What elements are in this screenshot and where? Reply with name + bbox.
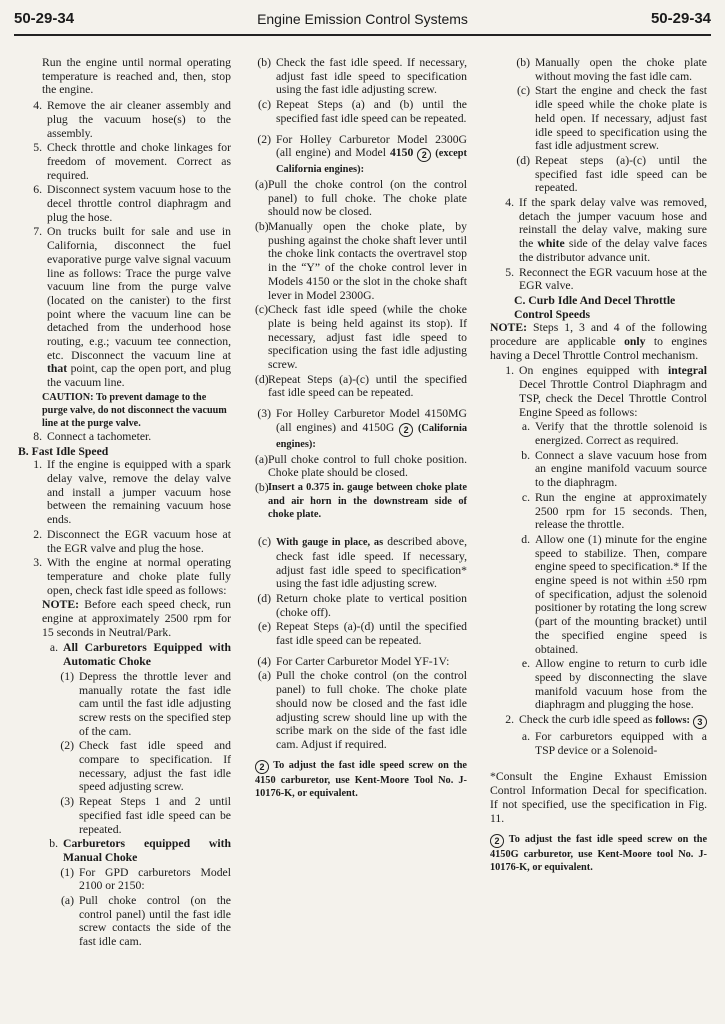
step-2b: (b) Check the fast idle speed. If necessary, adjust fast idle speed to specification using the fast idle adjusting screw. <box>257 56 467 97</box>
circled-number-icon: 3 <box>693 715 707 729</box>
step-cd: d. Allow one (1) minute for the engine speed to stabilize. Then, compare engine speed to specification.* If the engine speed is not within ±50 rpm of specification, adjust the solenoid positioner by rotating the long screw (part of the mounting bracket) until the specified engine speed is obtained. <box>521 532 708 656</box>
substep-b1: (1) For GPD carburetors Model 2100 or 2150: <box>60 865 231 893</box>
step-2c: (c) Repeat Steps (a) and (b) until the specified fast idle speed can be repeated. <box>258 98 467 125</box>
step-2c2: (c) Check fast idle speed (while the choke plate is being held against its stop). If necessary, adjust fast idle speed to specification using the fast idle adjusting screw. <box>255 303 467 372</box>
step-b3: 3. With the engine at normal operating temperature and choke plate fully open, check fast idle speed as follows: <box>33 556 231 597</box>
circled-number-icon: 2 <box>417 148 431 162</box>
substep-a: a. All Carburetors Equipped with Automatic Choke <box>49 641 231 669</box>
holley-2300g-heading: (2) For Holley Carburetor Model 2300G (all engine) and Model 4150 2 (except California engines): <box>257 132 468 176</box>
step-2a2: (a) Pull the choke control (on the control panel) to full choke. The choke plate should now be closed. <box>255 177 467 219</box>
substep-b1a: (a) Pull choke control (on the control panel) until the fast idle screw contacts the side of the fast idle cam. <box>61 894 231 949</box>
step-2b3: (b) Insert a 0.375 in. gauge between choke plate and air horn in the downstream side of choke plate. <box>255 480 467 521</box>
step-7: 7. On trucks built for sale and use in California, disconnect the fuel evaporative purge valve signal vacuum line as follows: Trace the purge valve vacuum line from the purge valve (located on the canister) to the first point where the vacuum line can be detached from the underhood hose routing, e.g.; vacuum tee connection, etc. Disconnect the vacuum line at that point, cap the open port, and plug the vacuum line. <box>33 225 231 390</box>
step-ce: e. Allow engine to return to curb idle speed by disconnecting the slave manifold vacuum hose from the diaphragm and plugging the hose. <box>521 657 707 712</box>
step-3b: (b) Manually open the choke plate without moving the fast idle cam. <box>516 56 707 83</box>
column-middle <box>255 56 467 800</box>
step-2d2: (d) Repeat Steps (a)-(c) until the specified fast idle speed can be repeated. <box>255 372 467 400</box>
page-header <box>14 8 711 36</box>
step-3c: (c) Start the engine and check the fast idle speed while the choke plate is held open. If necessary, adjust fast idle speed to specification using the fast idle adjustment screw. <box>517 84 707 153</box>
step-3-5: 5. Reconnect the EGR vacuum hose at the EGR valve. <box>505 265 707 293</box>
footnote-4150g: 2 To adjust the fast idle speed screw on the 4150G carburetor, use Kent-Moore tool No. J-10176-K, or equivalent. <box>490 834 708 874</box>
circled-number-icon: 2 <box>399 423 413 437</box>
holley-4150mg-heading: (3) For Holley Carburetor Model 4150MG (all engines) and 4150G 2 (California engines): <box>257 407 468 450</box>
circled-number-icon: 2 <box>255 760 269 774</box>
page-number-right: 50-29-34 <box>650 10 711 27</box>
caution-text: CAUTION: To prevent damage to the purge valve, do not disconnect the vacuum line at the purge valve. <box>42 391 227 429</box>
step-cb: b. Connect a slave vacuum hose from an engine manifold vacuum source to the diaphragm. <box>521 448 707 490</box>
column-right <box>490 56 707 874</box>
note-c: NOTE: Steps 1, 3 and 4 of the following procedure are applicable only to engines having a Decel Throttle Control mechanism. <box>490 321 708 362</box>
step-2e3: (e) Repeat Steps (a)-(d) until the specified fast idle speed can be repeated. <box>258 620 467 648</box>
note-text: NOTE: Before each speed check, run engine at approximately 2500 rpm for 15 seconds in Neutral/Park. <box>42 598 231 639</box>
step-6: 6. Disconnect system vacuum hose to the decel throttle control diaphragm and plug the hose. <box>33 183 231 224</box>
substep-a1: (1) Depress the throttle lever and manually rotate the fast idle cam until the fast idle adjusting screw rests on the specified step of the cam. <box>60 669 231 738</box>
step-8: 8. Connect a tachometer. <box>33 429 152 443</box>
step-cc: c. Run the engine at approximately 2500 rpm for 15 seconds. Then, release the throttle. <box>521 490 707 532</box>
step-ca: a. Verify that the throttle solenoid is energized. Correct as required. <box>521 420 707 447</box>
substep-b: b. Carburetors equipped with Manual Choke <box>49 837 231 864</box>
intro-text: Run the engine until normal operating temperature is reached and, then, stop the engine. <box>42 56 231 97</box>
consult-decal-note: *Consult the Engine Exhaust Emission Control Information Decal for specification. If not specified, use the specification in Fig. 11. <box>490 770 707 825</box>
substep-a3: (3) Repeat Steps 1 and 2 until specified fast idle speed can be repeated. <box>60 795 231 836</box>
step-2a3: (a) Pull choke control to full choke position. Choke plate should be closed. <box>255 452 467 480</box>
step-3d: (d) Repeat steps (a)-(c) until the specified fast idle speed can be repeated. <box>516 153 707 195</box>
step-2d3: (d) Return choke plate to vertical position (choke off). <box>257 591 467 619</box>
step-c1: 1. On engines equipped with integral Decel Throttle Control Diaphragm and TSP, check the Decel Throttle Control Engine Speed as follows: <box>505 364 707 419</box>
circled-number-icon: 2 <box>490 834 504 848</box>
step-c2a: a. For carburetors equipped with a TSP device or a Solenoid- <box>521 730 707 757</box>
page-number-left: 50-29-34 <box>14 10 75 27</box>
step-c2: 2. Check the curb idle speed as follows: 3 <box>490 713 707 729</box>
carter-heading: (4) For Carter Carburetor Model YF-1V: <box>257 654 450 668</box>
step-3-4: 4. If the spark delay valve was removed, detach the jumper vacuum hose and reinstall the delay valve, making sure the white side of the delay valve faces the distributor advance unit. <box>505 196 707 264</box>
substep-a2: (2) Check fast idle speed and compare to specification. If necessary, adjust the fast idle speed adjusting screw. <box>60 739 231 794</box>
step-b1: 1. If the engine is equipped with a spark delay valve, remove the delay valve and install a jumper vacuum hose between the remaining vacuum hose ends. <box>33 458 231 527</box>
section-c-heading: C. Curb Idle And Decel Throttle Control Speeds <box>514 293 676 321</box>
step-2b2: (b) Manually open the choke plate, by pushing against the choke shaft lever until the choke link contacts the overtravel stop in the “Y” of the choke control lever in Models 4150 or the slot in the choke shaft lever in Model 2300G. <box>255 220 467 302</box>
section-b-heading: B. Fast Idle Speed <box>18 444 109 458</box>
step-4: 4. Remove the air cleaner assembly and plug the vacuum hose(s) to the assembly. <box>33 99 231 140</box>
step-b2: 2. Disconnect the EGR vacuum hose at the EGR valve and plug the hose. <box>33 527 231 555</box>
page-title: Engine Emission Control Systems <box>257 11 468 27</box>
column-left <box>18 56 231 950</box>
step-2a4: (a) Pull the choke control (on the control panel) to full choke. The choke plate should now be closed and the fast idle adjusting screw should line up with the scribe mark on the side of the fast idle cam. Adjust if required. <box>258 669 467 751</box>
step-5: 5. Check throttle and choke linkages for freedom of movement. Correct as required. <box>33 141 231 182</box>
step-2c3: (c) With gauge in place, as described above, check fast idle speed. If necessary, adjust fast idle speed to specification* using the fast idle adjusting screw. <box>258 535 468 591</box>
footnote-4150: 2 To adjust the fast idle speed screw on the 4150 carburetor, use Kent-Moore Tool No. J-10176-K, or equivalent. <box>255 759 468 799</box>
